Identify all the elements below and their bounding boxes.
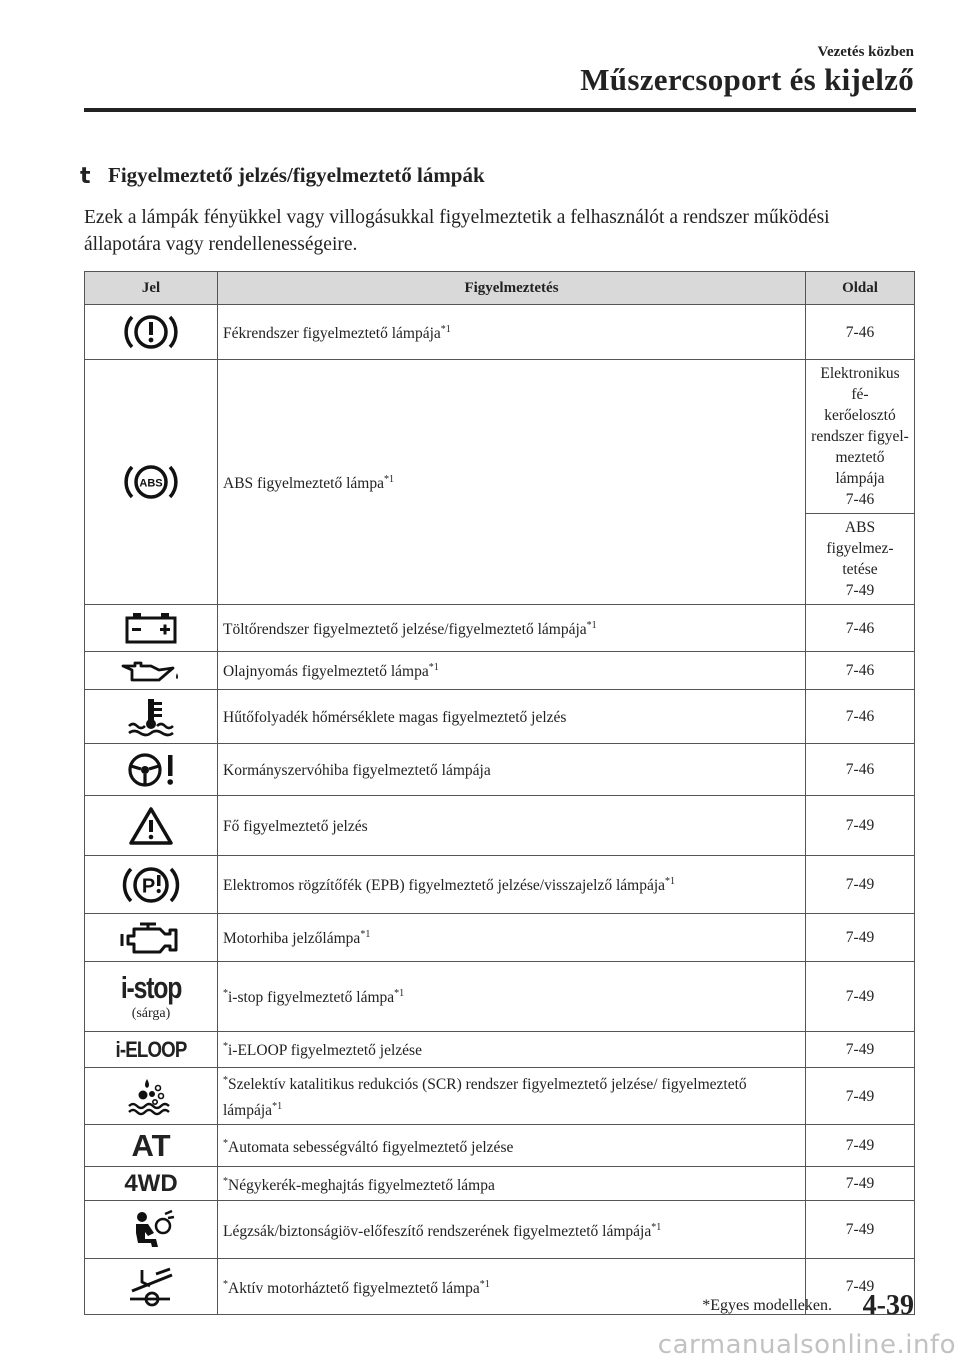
row-text: Fékrendszer figyelmeztető lámpája [223,325,441,343]
row-sup: *1 [651,1221,662,1233]
table-row [85,360,915,514]
table-row [85,796,915,856]
table-row [85,1032,915,1068]
row-text: Szelektív katalitikus redukciós (SCR) rendszer figyelmeztető jelzése/ figyelmeztető lámpája [223,1076,747,1120]
row-text: Négykerék-meghajtás figyelmeztető lámpa [228,1176,495,1194]
row-pre: * [223,1041,228,1053]
header-signal: Jel [85,272,218,305]
row-text: i-ELOOP figyelmeztető jelzése [228,1042,422,1060]
battery-icon [123,611,179,645]
row-page: 7-46 [806,305,915,360]
footnote-some-models: *Egyes modelleken. [702,1297,832,1314]
row-page: 7-46 [806,690,915,744]
scr-system-icon [125,1075,177,1117]
header-warning: Figyelmeztetés [218,272,806,305]
section-bullet: t [80,164,91,189]
row-sup: *1 [479,1278,490,1290]
table-row [85,744,915,796]
page-number: 4-39 [862,1290,914,1321]
table-row [85,914,915,962]
row-page: 7-49 [806,1125,915,1167]
row-sup: *1 [394,988,405,1000]
row-text: Hűtőfolyadék hőmérséklete magas figyelmeztető jelzés [223,709,567,727]
running-header-subtitle: Vezetés közben [817,44,914,60]
watermark: carmanualsonline.info [657,1330,956,1360]
row-sup: *1 [665,876,676,888]
i-eloop-icon: i-ELOOP [115,1036,187,1062]
warning-lamps-table [84,271,915,1315]
section-title: Figyelmeztető jelzés/figyelmeztető lámpák [108,163,485,187]
row-text: ABS figyelmeztető lámpa [223,475,384,493]
row-page: 7-46 [806,652,915,690]
row-text: Aktív motorháztető figyelmeztető lámpa [228,1279,480,1297]
row-text: Automata sebességváltó figyelmeztető jelzése [228,1138,514,1156]
table-row [85,962,915,1032]
row-page: 7-46 [806,744,915,796]
row-pre: * [223,988,228,1000]
power-steering-icon [123,750,179,790]
row-text: Elektromos rögzítőfék (EPB) figyelmeztető jelzése/visszajelző lámpája [223,877,666,895]
icon-color-note: (sárga) [131,1005,171,1021]
table-row [85,652,915,690]
row-page: 7-49 [806,962,915,1032]
master-warning-icon [127,805,175,847]
active-bonnet-icon [126,1266,176,1308]
coolant-temperature-icon [125,696,177,738]
row-page-abs: ABS figyelmez- tetése 7-49 [806,514,915,605]
airbag-icon [126,1209,176,1251]
oil-can-icon [119,657,183,685]
row-page: 7-49 [806,856,915,914]
row-page: 7-49 [806,1167,915,1201]
table-row [85,1068,915,1125]
row-pre: * [223,1137,228,1149]
row-sup: *1 [360,929,371,941]
table-header-row [85,272,915,305]
row-text: Kormányszervóhiba figyelmeztető lámpája [223,762,491,780]
row-pre: * [223,1075,228,1086]
row-page: 7-49 [806,1068,915,1125]
row-sup: *1 [586,619,597,631]
row-text: Olajnyomás figyelmeztető lámpa [223,663,429,681]
row-page: 7-49 [806,1201,915,1259]
4wd-icon: 4WD [124,1169,178,1197]
row-text: Fő figyelmeztető jelzés [223,818,368,836]
svg-text:P: P [141,875,156,897]
header-page: Oldal [806,272,915,305]
svg-text:ABS: ABS [139,477,163,490]
row-text: Légzsák/biztonságiöv-előfeszítő rendszerének figyelmeztető lámpája [223,1222,652,1240]
table-row [85,605,915,652]
row-page: 7-49 [806,796,915,856]
table-row [85,856,915,914]
row-sup: *1 [272,1101,283,1113]
running-header-title: Műszercsoport és kijelző [580,62,914,97]
row-page-ebd: Elektronikus fé- kerőelosztó rendszer figyel- meztető lámpája 7-46 [806,360,915,514]
row-page: 7-49 [806,914,915,962]
row-text: i-stop figyelmeztető lámpa [228,989,395,1007]
table-row [85,1167,915,1201]
row-text: Motorhiba jelzőlámpa [223,930,361,948]
table-row [85,305,915,360]
at-icon: AT [131,1127,171,1163]
section-intro: Ezek a lámpák fényükkel vagy villogásukkal figyelmeztetik a felhasználót a rendszer működési állapotára vagy rendellenességeire. [84,207,830,255]
row-sup: *1 [384,473,394,485]
epb-warning-icon [120,862,182,908]
row-pre: * [223,1278,228,1290]
row-text: Töltőrendszer figyelmeztető jelzése/figyelmeztető lámpája [223,621,587,639]
row-sup: *1 [440,323,451,335]
header-rule [84,108,916,112]
table-row [85,690,915,744]
row-page: 7-49 [806,1259,915,1315]
brake-warning-icon [122,311,180,353]
row-page: 7-49 [806,1032,915,1068]
table-row [85,1201,915,1259]
row-page: 7-46 [806,605,915,652]
i-stop-icon: i-stop [120,969,182,1005]
row-pre: * [223,1175,228,1187]
engine-check-icon [120,920,182,956]
row-sup: *1 [428,662,439,674]
abs-warning-icon [121,460,181,504]
table-row [85,1125,915,1167]
